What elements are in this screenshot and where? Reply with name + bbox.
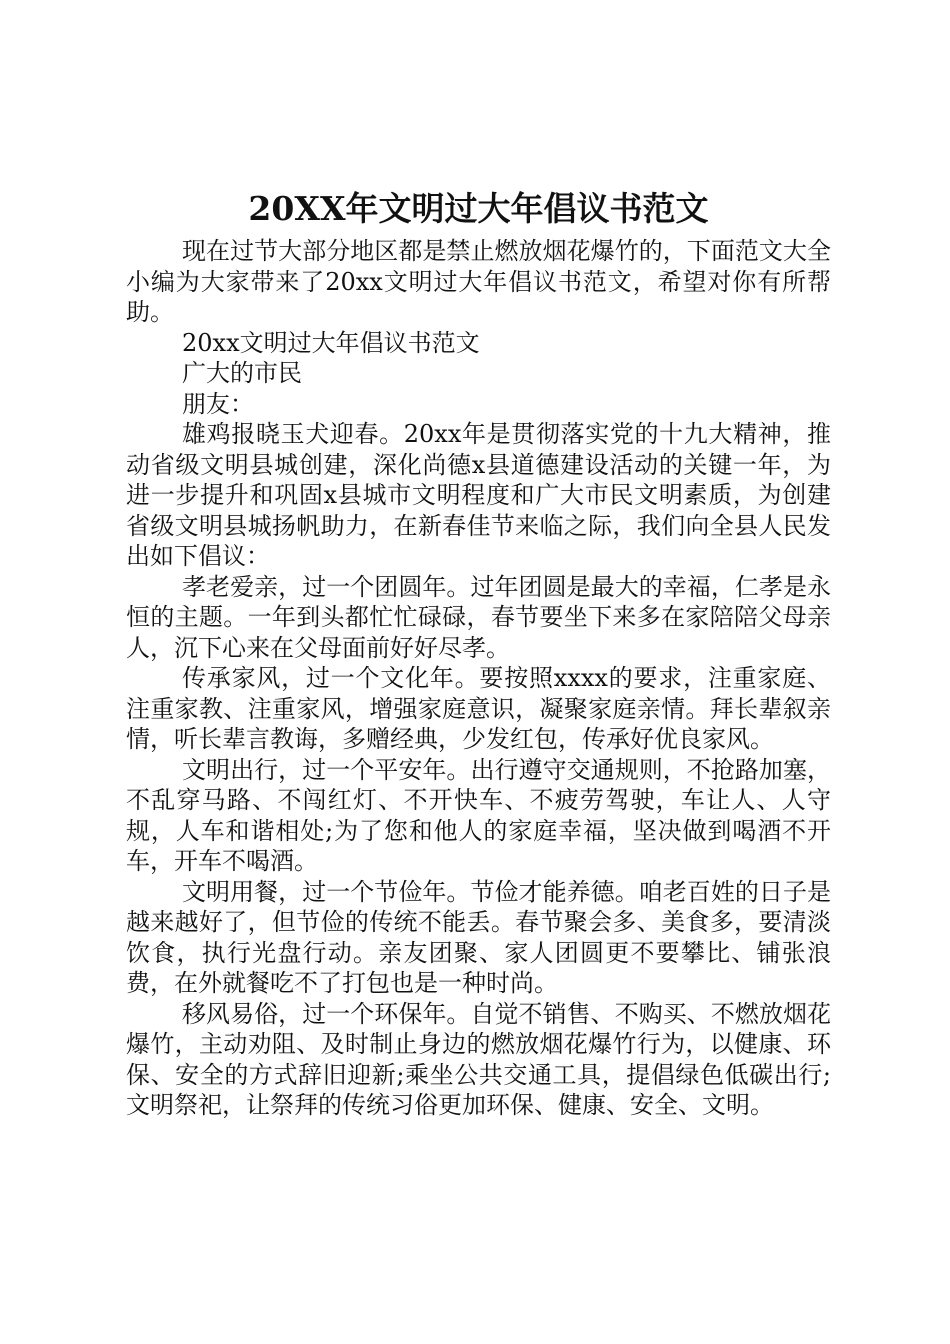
body-paragraph: 文明出行，过一个平安年。出行遵守交通规则，不抢路加塞，不乱穿马路、不闯红灯、不开快车、不疲劳驾驶，车让人、人守规，人车和谐相处;为了您和他人的家庭幸福，坚决做到喝酒不开车，开车不喝酒。	[126, 755, 831, 875]
body-paragraph: 传承家风，过一个文化年。要按照xxxx的要求，注重家庭、注重家教、注重家风，增强家庭意识，凝聚家庭亲情。拜长辈叙亲情，听长辈言教诲，多赠经典，少发红包，传承好优良家风。	[126, 664, 831, 753]
body-paragraph: 移风易俗，过一个环保年。自觉不销售、不购买、不燃放烟花爆竹，主动劝阻、及时制止身边的燃放烟花爆竹行为，以健康、环保、安全的方式辞旧迎新;乘坐公共交通工具，提倡绿色低碳出行;文明祭祀，让祭拜的传统习俗更加环保、健康、安全、文明。	[126, 999, 831, 1119]
document-title: 20XX年文明过大年倡议书范文	[248, 189, 709, 228]
document-page	[126, 184, 831, 1121]
body-paragraph: 文明用餐，过一个节俭年。节俭才能养德。咱老百姓的日子是越来越好了，但节俭的传统不能丢。春节聚会多、美食多，要清淡饮食，执行光盘行动。亲友团聚、家人团圆更不要攀比、铺张浪费，在外就餐吃不了打包也是一种时尚。	[126, 877, 831, 997]
salutation-line-2: 朋友：	[182, 389, 254, 418]
subtitle-line: 20xx文明过大年倡议书范文	[182, 328, 480, 357]
body-paragraph: 孝老爱亲，过一个团圆年。过年团圆是最大的幸福，仁孝是永恒的主题。一年到头都忙忙碌碌，春节要坐下来多在家陪陪父母亲人，沉下心来在父母面前好好尽孝。	[126, 572, 831, 662]
salutation-line-1: 广大的市民	[182, 359, 302, 387]
intro-paragraph: 现在过节大部分地区都是禁止燃放烟花爆竹的，下面范文大全小编为大家带来了20xx文明过大年倡议书范文，希望对你有所帮助。	[126, 237, 831, 326]
body-paragraph: 雄鸡报晓玉犬迎春。20xx年是贯彻落实党的十九大精神，推动省级文明县城创建，深化尚德x县道德建设活动的关键一年，为进一步提升和巩固x县城市文明程度和广大市民文明素质，为创建省级文明县城扬帆助力，在新春佳节来临之际，我们向全县人民发出如下倡议：	[126, 420, 831, 570]
